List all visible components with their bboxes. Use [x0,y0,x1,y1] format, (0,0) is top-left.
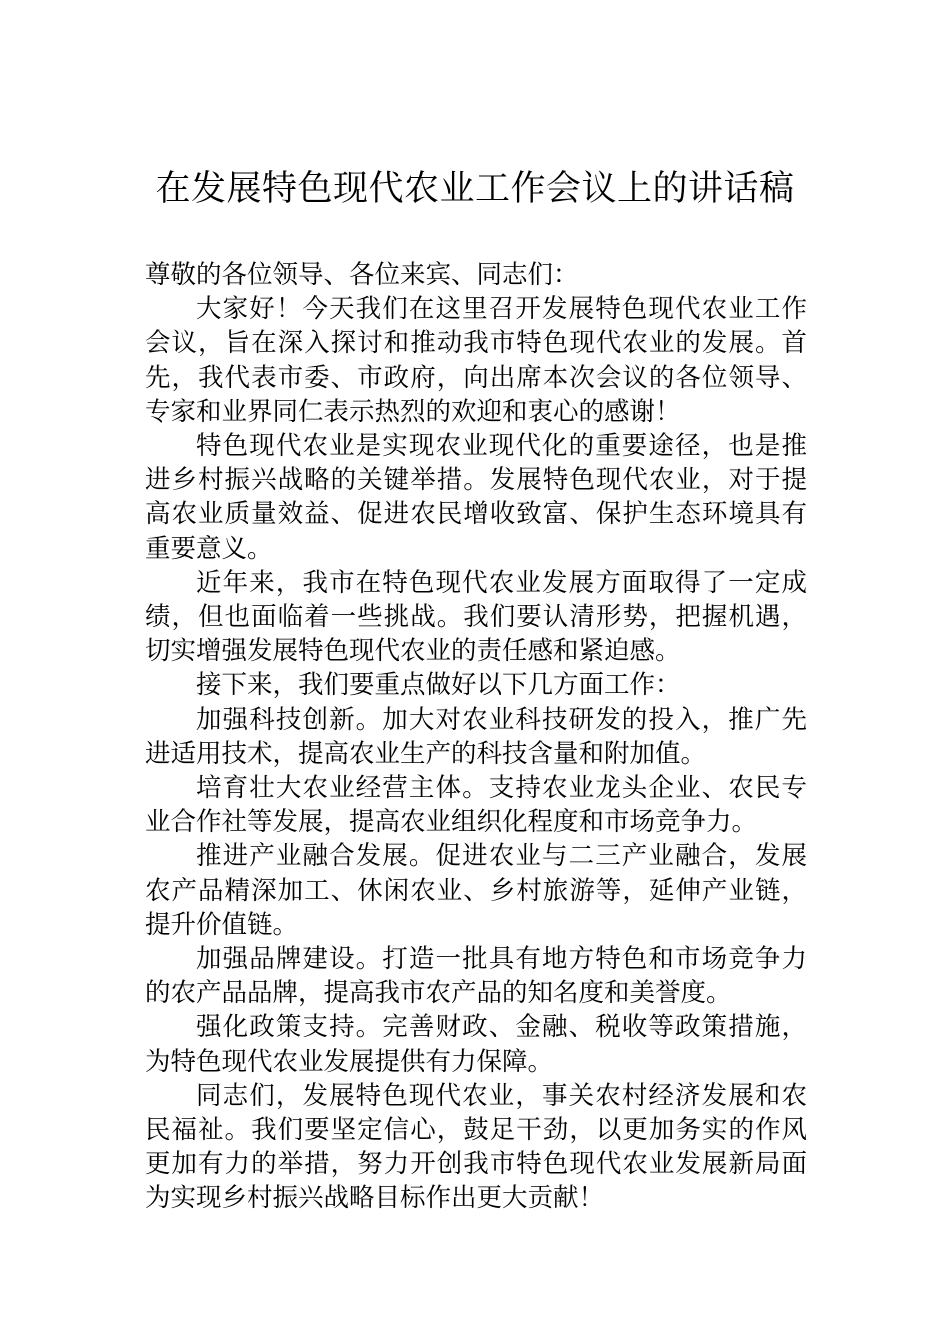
paragraph-greeting: 大家好！今天我们在这里召开发展特色现代农业工作会议，旨在深入探讨和推动我市特色现代农业的发展。首先，我代表市委、市政府，向出席本次会议的各位领导、专家和业界同仁表示热烈的欢迎和衷心的感谢！ [145,294,807,427]
paragraph-closing: 同志们，发展特色现代农业，事关农村经济发展和农民福祉。我们要坚定信心，鼓足干劲，以更加务实的作风更加有力的举措，努力开创我市特色现代农业发展新局面为实现乡村振兴战略目标作出更大贡献！ [145,1080,807,1214]
paragraph-industry-integration: 推进产业融合发展。促进农业与二三产业融合，发展农产品精深加工、休闲农业、乡村旅游等，延伸产业链，提升价值链。 [145,841,807,940]
salutation: 尊敬的各位领导、各位来宾、同志们： [145,260,579,290]
paragraph-policy-support: 强化政策支持。完善财政、金融、税收等政策措施，为特色现代农业发展提供有力保障。 [145,1012,807,1077]
document-body [145,258,807,1216]
paragraph-business-entities: 培育壮大农业经营主体。支持农业龙头企业、农民专业合作社等发展，提高农业组织化程度和市场竞争力。 [145,773,807,838]
paragraph-significance: 特色现代农业是实现农业现代化的重要途径，也是推进乡村振兴战略的关键举措。发展特色现代农业，对于提高农业质量效益、促进农民增收致富、保护生态环境具有重要意义。 [145,431,807,564]
paragraph-brand-building: 加强品牌建设。打造一批具有地方特色和市场竞争力的农产品品牌，提高我市农产品的知名度和美誉度。 [145,944,807,1009]
paragraph-tasks-intro: 接下来，我们要重点做好以下几方面工作： [196,670,681,701]
paragraph-situation: 近年来，我市在特色现代农业发展方面取得了一定成绩，但也面临着一些挑战。我们要认清形势，把握机遇，切实增强发展特色现代农业的责任感和紧迫感。 [145,567,807,667]
document-title: 在发展特色现代农业工作会议上的讲话稿 [155,169,795,209]
paragraph-tech-innovation: 加强科技创新。加大对农业科技研发的投入，推广先进适用技术，提高农业生产的科技含量和附加值。 [145,704,807,769]
